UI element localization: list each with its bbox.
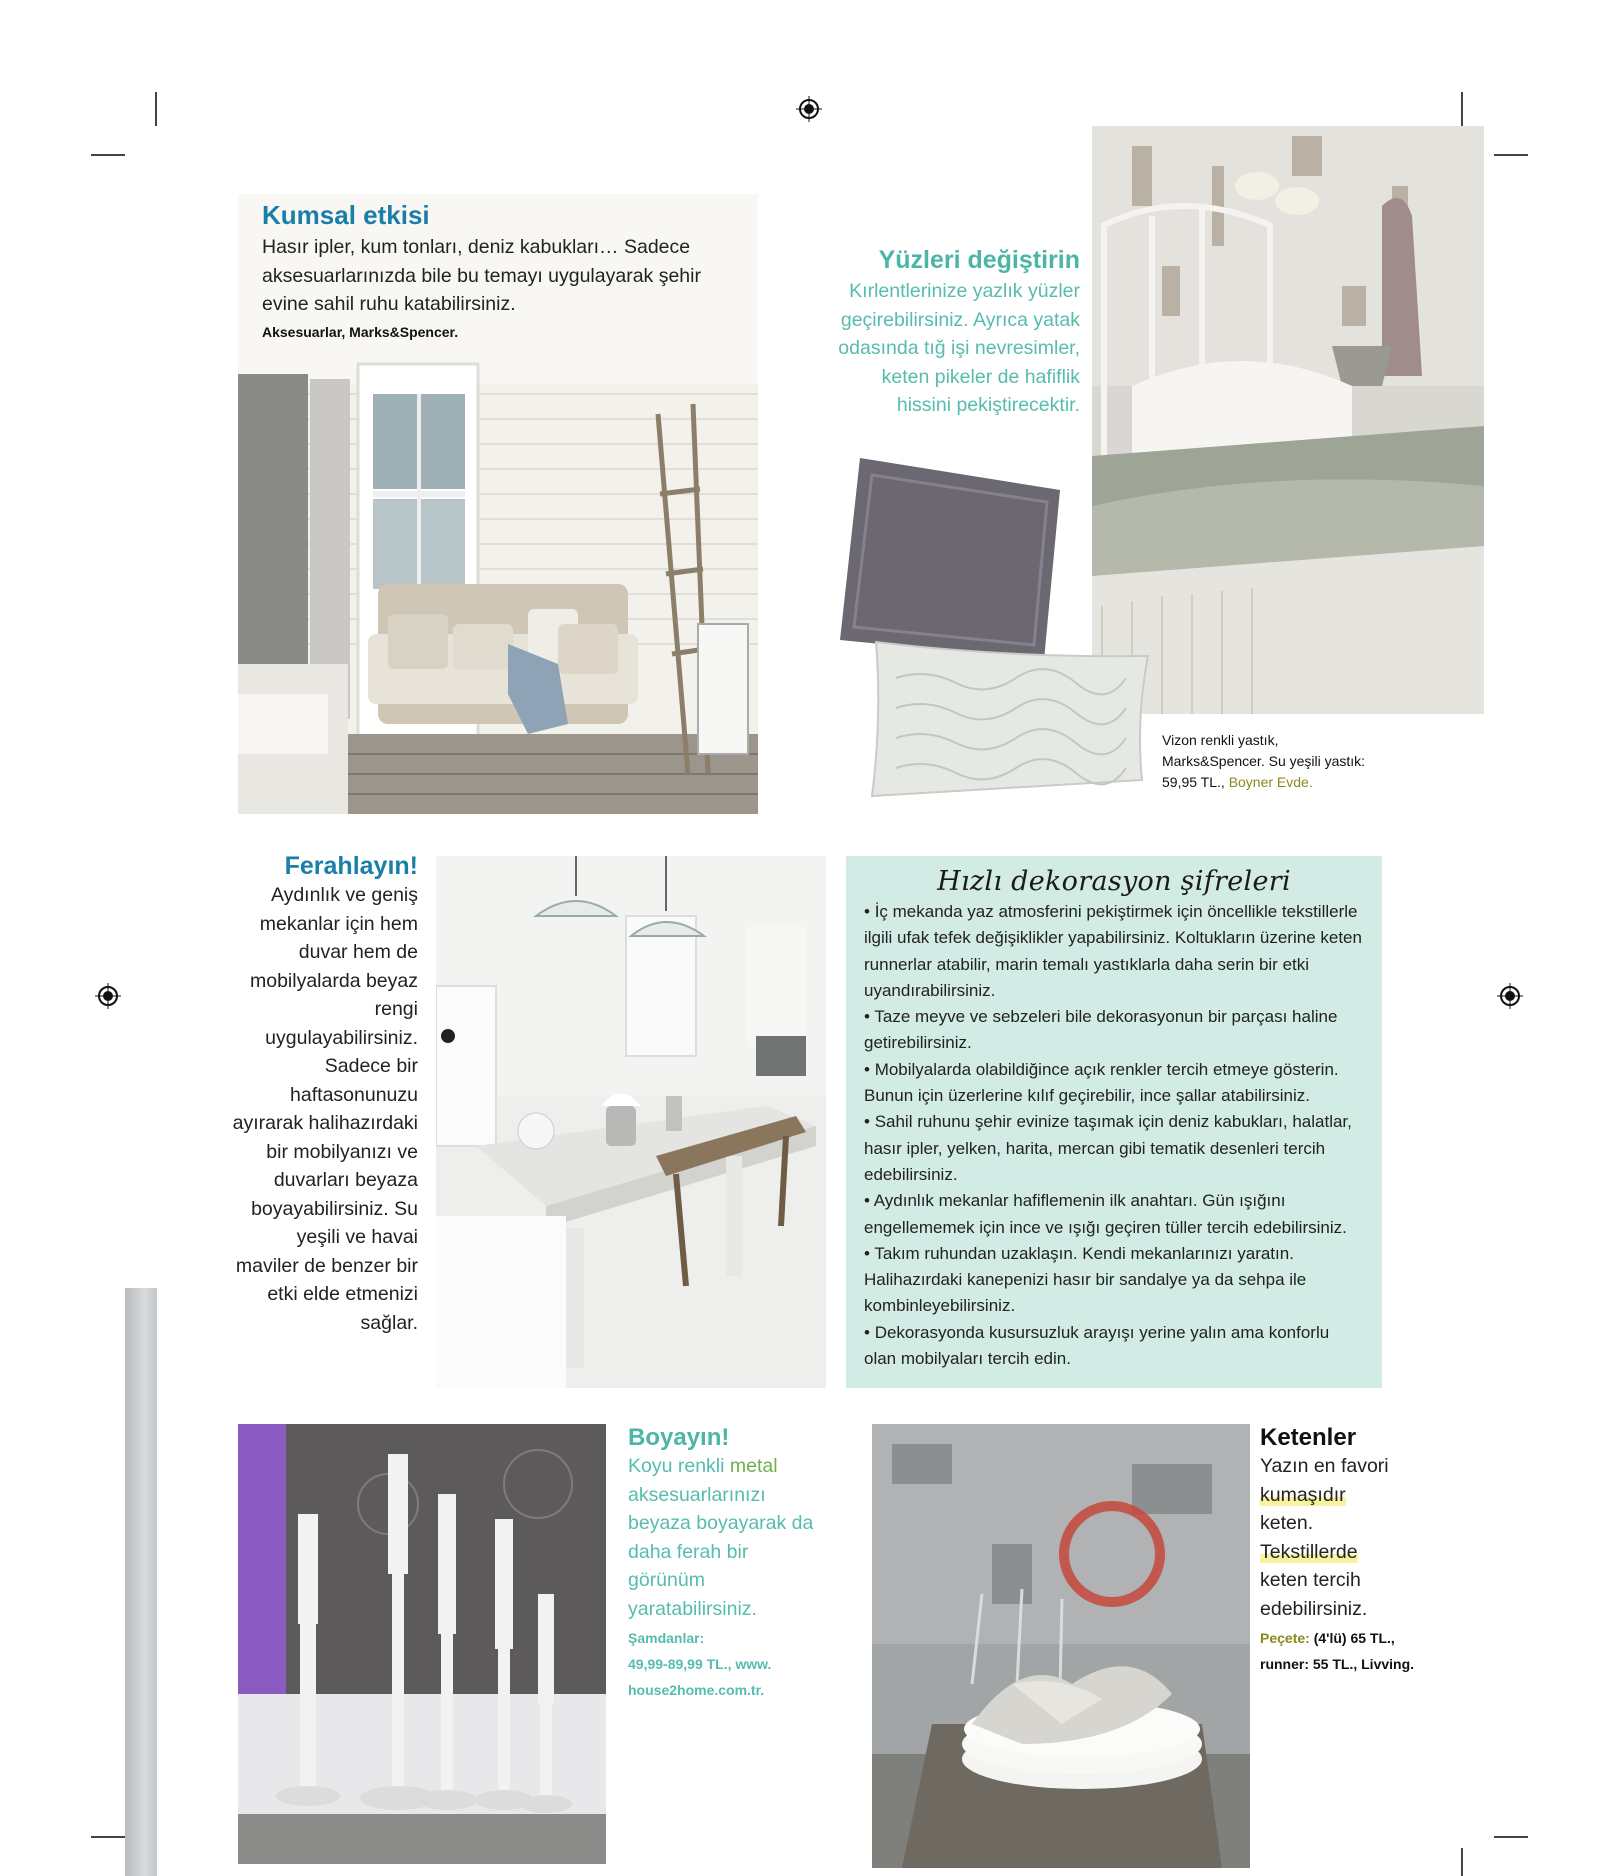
kumsal-caption: Aksesuarlar, Marks&Spencer. — [262, 323, 459, 340]
ketenler-heading: Ketenler — [1260, 1424, 1357, 1451]
kumsal-heading: Kumsal etkisi — [262, 200, 430, 230]
pillow-price: 59,95 TL., — [1162, 774, 1225, 790]
pillow-caption — [1162, 730, 1402, 793]
boyayin-caption-b: 49,99-89,99 TL., www. — [628, 1656, 772, 1672]
ketenler-caption-a — [1260, 1625, 1420, 1651]
candlestick-photo — [238, 1424, 606, 1864]
kumsal-text-block — [262, 200, 742, 342]
boyayin-text-block — [628, 1424, 828, 1703]
registration-mark-icon — [796, 96, 822, 122]
pillow-caption-line3 — [1162, 772, 1402, 793]
yuzleri-heading: Yüzleri değiştirin — [878, 246, 1080, 274]
boyayin-caption — [628, 1625, 828, 1703]
ketenler-caption-b — [1260, 1651, 1420, 1677]
crop-mark — [1461, 1848, 1463, 1876]
edge-photo-strip — [125, 1288, 157, 1876]
tips-box — [846, 856, 1382, 1388]
ketenler-line6: edebilirsiniz. — [1260, 1597, 1368, 1620]
tip-item: • İç mekanda yaz atmosferini pekiştirmek için öncellikle tekstillerle ilgili ufak tefek değişiklikler yapabilirsiniz. Koltukların üzerine keten runnerlar atabilir, marin temalı yastıklarla daha serin bir etki uyandırabilirsiniz. — [864, 899, 1366, 1004]
crop-mark — [91, 1836, 125, 1838]
crop-mark — [1461, 92, 1463, 126]
crop-mark — [155, 92, 157, 126]
purple-pillow-image — [832, 450, 1078, 670]
ketenler-line2 — [1260, 1481, 1420, 1510]
yuzleri-text-block — [830, 246, 1080, 420]
ferahlayin-body: Aydınlık ve geniş mekanlar için hem duvar hem de mobilyalarda beyaz rengi uygulayabilirsiniz. Sadece bir haftasonunuzu ayırarak halihazırdaki bir mobilyanızı ve duvarları beyaza boyayabilirsiniz. Su yeşili ve havai maviler de benzer bir etki elde etmenizi sağlar. — [232, 884, 418, 1334]
dining-photo — [436, 856, 826, 1388]
registration-mark-icon — [1497, 983, 1523, 1009]
boyayin-caption-a: Şamdanlar: — [628, 1630, 705, 1646]
crop-mark — [91, 154, 125, 156]
ketenler-text-block — [1260, 1424, 1420, 1677]
bedroom-photo — [1092, 126, 1484, 714]
tip-item: • Sahil ruhunu şehir evinize taşımak için deniz kabukları, halatlar, hasır ipler, yelken, harita, mercan gibi tematik desenleri tercih edebilirsiniz. — [864, 1109, 1366, 1188]
ketenler-line4 — [1260, 1538, 1420, 1567]
ketenler-caption-label-a: Peçete: — [1260, 1630, 1310, 1646]
ferahlayin-text-block — [230, 852, 418, 1337]
tip-item: • Aydınlık mekanlar hafiflemenin ilk anahtarı. Gün ışığını engellememek için ince ve ışığı geçiren tüller tercih edebilirsiniz. — [864, 1188, 1366, 1241]
ketenler-line3: keten. — [1260, 1512, 1314, 1534]
ketenler-caption-value-b: 55 TL., Livving. — [1312, 1656, 1415, 1672]
ketenler-line2-text: kumaşıdır — [1260, 1483, 1346, 1506]
tips-title: Hızlı dekorasyon şifreleri — [937, 866, 1291, 897]
ferahlayin-heading: Ferahlayın! — [284, 852, 418, 880]
pillow-store: Boyner Evde. — [1228, 774, 1313, 790]
tip-item: • Taze meyve ve sebzeleri bile dekorasyonun bir parçası haline getirebilirsiniz. — [864, 1004, 1366, 1057]
ketenler-caption — [1260, 1625, 1420, 1677]
ketenler-line1: Yazın en favori — [1260, 1455, 1389, 1477]
registration-mark-icon — [95, 983, 121, 1009]
yuzleri-body: Kırlentlerinize yazlık yüzler geçirebilirsiniz. Ayrıca yatak odasında tığ işi nevresimler, keten pikeler de hafiflik hissini pekiştirecektir. — [838, 280, 1080, 416]
boyayin-body-part-a: Koyu renkli — [628, 1455, 725, 1477]
tips-list — [846, 899, 1382, 1372]
green-pillow-image — [866, 638, 1150, 798]
tip-item: • Dekorasyonda kusursuzluk arayışı yerine yalın ama konforlu olan mobilyaları tercih edin. — [864, 1320, 1366, 1373]
boyayin-body-highlight: metal — [729, 1455, 778, 1477]
napkin-photo — [872, 1424, 1250, 1868]
crop-mark — [1494, 1836, 1528, 1838]
kumsal-body: Hasır ipler, kum tonları, deniz kabukları… Sadece aksesuarlarınızda bile bu temayı uygulayarak şehir evine sahil ruhu katabilirsiniz. — [262, 236, 701, 315]
ketenler-line4-text: Tekstillerde — [1260, 1540, 1358, 1563]
boyayin-body — [628, 1452, 828, 1623]
tip-item: • Takım ruhundan uzaklaşın. Kendi mekanlarınızı yaratın. Halihazırdaki kanepenizi hasır bir sandalye ya da sehpa ile kombinleyebilirsiniz. — [864, 1241, 1366, 1320]
tip-item: • Mobilyalarda olabildiğince açık renkler tercih etmeye gösterin. Bunun için üzerlerine kılıf geçirebilir, ince şallar atabilirsiniz. — [864, 1057, 1366, 1110]
boyayin-heading: Boyayın! — [628, 1424, 730, 1451]
pillow-caption-line2: Marks&Spencer. Su yeşili yastık: — [1162, 753, 1366, 769]
crop-mark — [1494, 154, 1528, 156]
ketenler-body — [1260, 1452, 1420, 1623]
boyayin-body-part-b: aksesuarlarınızı beyaza boyayarak da daha ferah bir görünüm yaratabilirsiniz. — [628, 1483, 814, 1620]
boyayin-caption-c: house2home.com.tr. — [628, 1682, 765, 1698]
ketenler-caption-value-a: (4'lü) 65 TL., — [1313, 1630, 1395, 1646]
ketenler-line5: keten tercih — [1260, 1569, 1361, 1591]
pillow-caption-line1: Vizon renkli yastık, — [1162, 732, 1279, 748]
ketenler-caption-label-b: runner: — [1260, 1656, 1309, 1672]
